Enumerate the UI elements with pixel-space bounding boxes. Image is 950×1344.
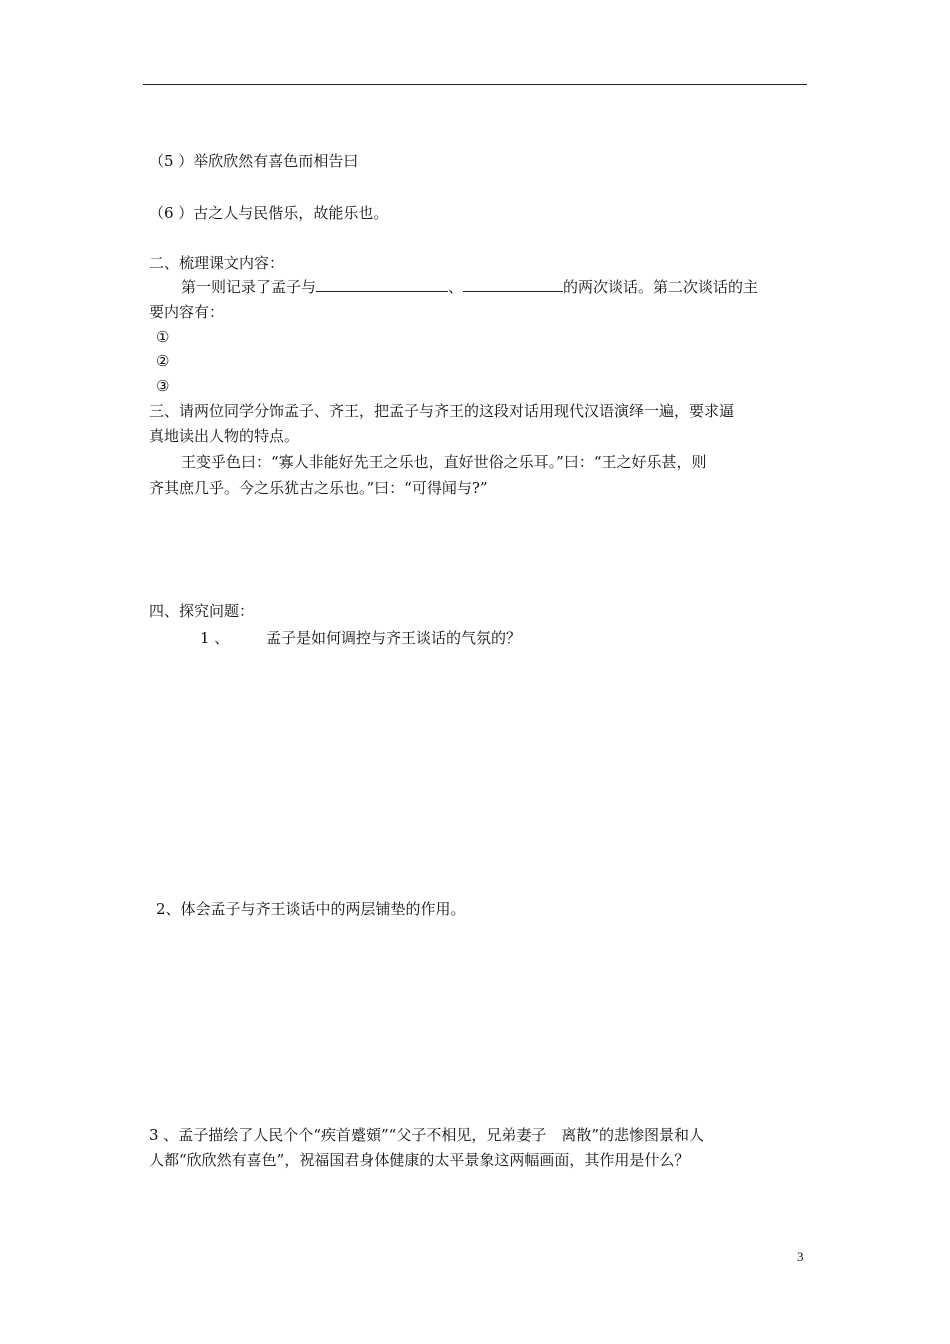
question-3: 3 、孟子描绘了人民个个“疾首蹙頞”“父子不相见，兄弟妻子 离散”的悲惨图景和人 (149, 1126, 704, 1144)
sentence-separator: 、 (448, 278, 464, 296)
point-1: ① (156, 328, 170, 346)
section-4-heading: 四、探究问题： (149, 602, 255, 620)
sentence-part-a: 第一则记录了孟子与 (181, 278, 317, 296)
section-2-heading: 二、梳理课文内容： (149, 254, 285, 272)
point-3: ③ (156, 377, 170, 395)
point-2: ② (156, 352, 170, 370)
header-rule (143, 84, 807, 85)
page-number: 3 (797, 1249, 804, 1264)
question-1: 孟子是如何调控与齐王谈话的气氛的？ (266, 629, 522, 647)
section-3-heading-continued: 真地读出人物的特点。 (149, 427, 300, 445)
section-2-sentence-continued: 要内容有： (149, 303, 225, 321)
fill-blank-1[interactable] (316, 276, 448, 292)
section-3-heading: 三、请两位同学分饰孟子、齐王，把孟子与齐王的这段对话用现代汉语演绎一遍，要求逼 (149, 402, 735, 420)
sentence-part-b: 的两次谈话。第二次谈话的主 (563, 278, 759, 296)
item-6: （6 ）古之人与民偕乐，故能乐也。 (149, 204, 389, 222)
dialogue-quote-continued: 齐其庶几乎。今之乐犹古之乐也。”曰：“可得闻与?” (149, 479, 488, 497)
fill-blank-2[interactable] (463, 276, 563, 292)
question-3-continued: 人都“欣欣然有喜色”，祝福国君身体健康的太平景象这两幅画面，其作用是什么？ (149, 1151, 690, 1169)
question-2: 2、体会孟子与齐王谈话中的两层铺垫的作用。 (156, 900, 466, 918)
item-5: （5 ）举欣欣然有喜色而相告曰 (149, 152, 359, 170)
dialogue-quote: 王变乎色曰：“寡人非能好先王之乐也，直好世俗之乐耳。”曰：“王之好乐甚，则 (181, 453, 707, 471)
question-1-number: 1 、 (200, 629, 230, 647)
section-2-sentence (181, 276, 758, 298)
